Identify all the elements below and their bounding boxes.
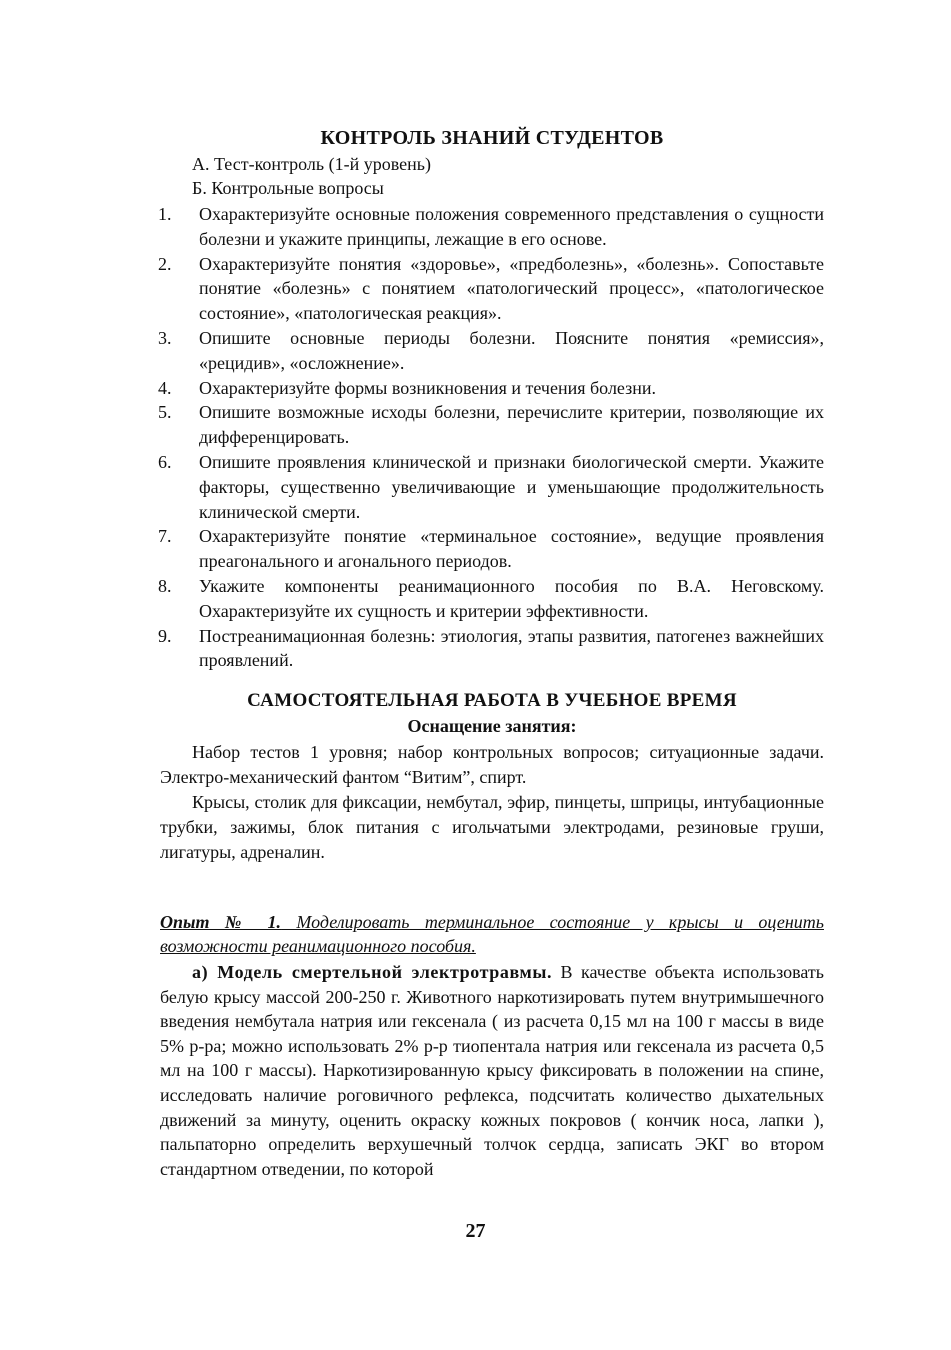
list-item-text: Охарактеризуйте понятия «здоровье», «предболезнь», «болезнь». Сопоставьте понятие «болезнь» с понятием «патологический процесс», «патологическое состояние», «патологическая реакция».	[199, 253, 824, 324]
subsection-control-questions: Б. Контрольные вопросы	[192, 178, 384, 198]
list-item-text: Охарактеризуйте понятие «терминальное состояние», ведущие проявления преагонального и агонального периодов.	[199, 526, 824, 572]
questions-list	[158, 202, 824, 673]
model-label: а) Модель смертельной электротравмы.	[192, 962, 553, 982]
subsection-test-control: А. Тест-контроль (1-й уровень)	[192, 154, 431, 174]
list-item-number: 8.	[158, 575, 172, 596]
list-item-number: 4.	[158, 377, 172, 398]
experiment-title-text: Моделировать терминальное состояние у крысы и оценить возможности реанимационного пособия.	[160, 912, 824, 956]
equipment-paragraph-2: Крысы, столик для фиксации, нембутал, эфир, пинцеты, шприцы, интубационные трубки, зажимы, блок питания с игольчатыми электродами, резиновые груши, лигатуры, адреналин.	[160, 792, 824, 862]
equipment-title: Оснащение занятия:	[407, 716, 577, 736]
model-paragraph	[160, 960, 824, 1181]
list-item-text: Опишите возможные исходы болезни, перечислите критерии, позволяющие их дифференцировать.	[199, 402, 824, 448]
list-item-number: 5.	[158, 402, 172, 423]
list-item	[158, 252, 824, 326]
list-item	[158, 524, 824, 574]
list-item-number: 6.	[158, 451, 172, 472]
list-item-number: 7.	[158, 526, 172, 547]
list-item-text: Опишите проявления клинической и признаки биологической смерти. Укажите факторы, существенно увеличивающие и уменьшающие продолжительность клинической смерти.	[199, 451, 824, 522]
list-item	[158, 574, 824, 624]
experiment-label: Опыт № 1.	[160, 912, 282, 932]
list-item-number: 9.	[158, 625, 172, 646]
list-item	[158, 400, 824, 450]
list-item-text: Опишите основные периоды болезни. Поясните понятия «ремиссия», «рецидив», «осложнение».	[199, 327, 824, 373]
page-number: 27	[465, 1220, 486, 1242]
list-item	[158, 202, 824, 252]
list-item-text: Охарактеризуйте формы возникновения и течения болезни.	[199, 377, 657, 398]
list-item	[158, 450, 824, 524]
list-item-text: Охарактеризуйте основные положения современного представления о сущности болезни и укажите принципы, лежащие в его основе.	[199, 204, 824, 249]
experiment-title	[160, 910, 824, 958]
list-item-text: Постреанимационная болезнь: этиология, этапы развития, патогенез важнейших проявлений.	[199, 625, 824, 671]
list-item	[158, 376, 824, 401]
list-item-text: Укажите компоненты реанимационного пособия по В.А. Неговскому. Охарактеризуйте их сущность и критерии эффективности.	[199, 575, 824, 621]
list-item-number: 2.	[158, 253, 172, 274]
list-item	[158, 624, 824, 674]
list-item-number: 3.	[158, 327, 172, 348]
independent-work-title: САМОСТОЯТЕЛЬНАЯ РАБОТА В УЧЕБНОЕ ВРЕМЯ	[247, 690, 737, 711]
list-item-number: 1.	[158, 204, 172, 224]
model-text: В качестве объекта использовать белую крысу массой 200-250 г. Животного наркотизировать путем внутримышечного введения нембутала натрия или гексенала ( из расчета 0,15 мл на 100 г массы в виде 5% р-ра; можно использовать 2% р-р тиопентала натрия или гексенала из расчета 0,5 мл на 100 г массы). Наркотизированную крысу фиксировать в положении на спине, исследовать наличие роговичного рефлекса, подсчитать количество дыхательных движений за минуту, оценить окраску кожных покровов ( кончик носа, лапки ), пальпаторно определить верхушечный толчок сердца, записать ЭКГ во втором стандартном отведении, по которой	[160, 962, 824, 1179]
list-item	[158, 326, 824, 376]
section-title: КОНТРОЛЬ ЗНАНИЙ СТУДЕНТОВ	[320, 127, 664, 149]
equipment-paragraph-1: Набор тестов 1 уровня; набор контрольных вопросов; ситуационные задачи. Электро-механический фантом “Витим”, спирт.	[160, 742, 824, 787]
